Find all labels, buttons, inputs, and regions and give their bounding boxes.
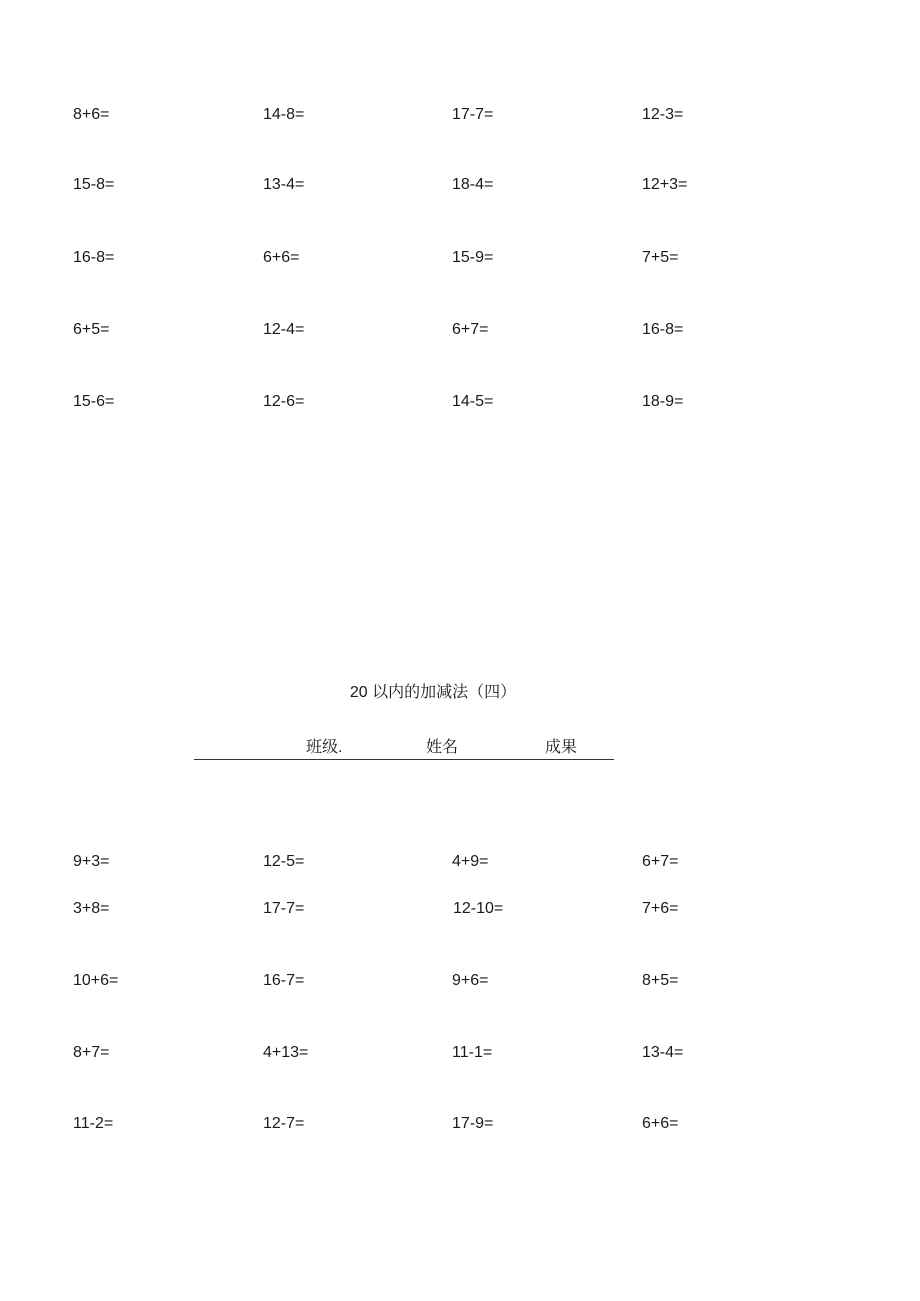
problem: 12-6= xyxy=(263,393,305,410)
problem: 4+9= xyxy=(452,853,489,870)
problem: 16-8= xyxy=(642,321,684,338)
problem: 6+5= xyxy=(73,321,110,338)
problem: 15-6= xyxy=(73,393,115,410)
problem: 3+8= xyxy=(73,900,110,917)
problem: 12-7= xyxy=(263,1115,305,1132)
problem: 6+6= xyxy=(642,1115,679,1132)
problem: 6+7= xyxy=(452,321,489,338)
problem: 14-8= xyxy=(263,106,305,123)
problem: 11-2= xyxy=(73,1115,114,1132)
problem: 6+7= xyxy=(642,853,679,870)
problem: 8+7= xyxy=(73,1044,110,1061)
class-label: 班级. xyxy=(306,739,343,756)
problem: 11-1= xyxy=(452,1044,493,1061)
problem: 7+6= xyxy=(642,900,679,917)
problem: 8+5= xyxy=(642,972,679,989)
problem: 4+13= xyxy=(263,1044,309,1061)
problem: 15-9= xyxy=(452,249,494,266)
problem: 12-4= xyxy=(263,321,305,338)
problem: 14-5= xyxy=(452,393,494,410)
problem: 12-3= xyxy=(642,106,684,123)
worksheet-title: 20 以内的加减法（四） xyxy=(349,684,517,701)
problem: 17-7= xyxy=(452,106,494,123)
problem: 17-9= xyxy=(452,1115,494,1132)
problem: 9+3= xyxy=(73,853,110,870)
problem: 10+6= xyxy=(73,972,119,989)
problem: 12-10= xyxy=(453,900,504,917)
score-label: 成果 xyxy=(545,739,578,756)
problem: 12+3= xyxy=(642,176,688,193)
problem: 8+6= xyxy=(73,106,110,123)
problem: 9+6= xyxy=(452,972,489,989)
problem: 13-4= xyxy=(642,1044,684,1061)
problem: 13-4= xyxy=(263,176,305,193)
problem: 17-7= xyxy=(263,900,305,917)
problem: 16-8= xyxy=(73,249,115,266)
info-underline xyxy=(194,759,614,760)
problem: 18-4= xyxy=(452,176,494,193)
problem: 16-7= xyxy=(263,972,305,989)
problem: 7+5= xyxy=(642,249,679,266)
problem: 6+6= xyxy=(263,249,300,266)
name-label: 姓名 xyxy=(426,739,459,756)
problem: 18-9= xyxy=(642,393,684,410)
problem: 12-5= xyxy=(263,853,305,870)
problem: 15-8= xyxy=(73,176,115,193)
